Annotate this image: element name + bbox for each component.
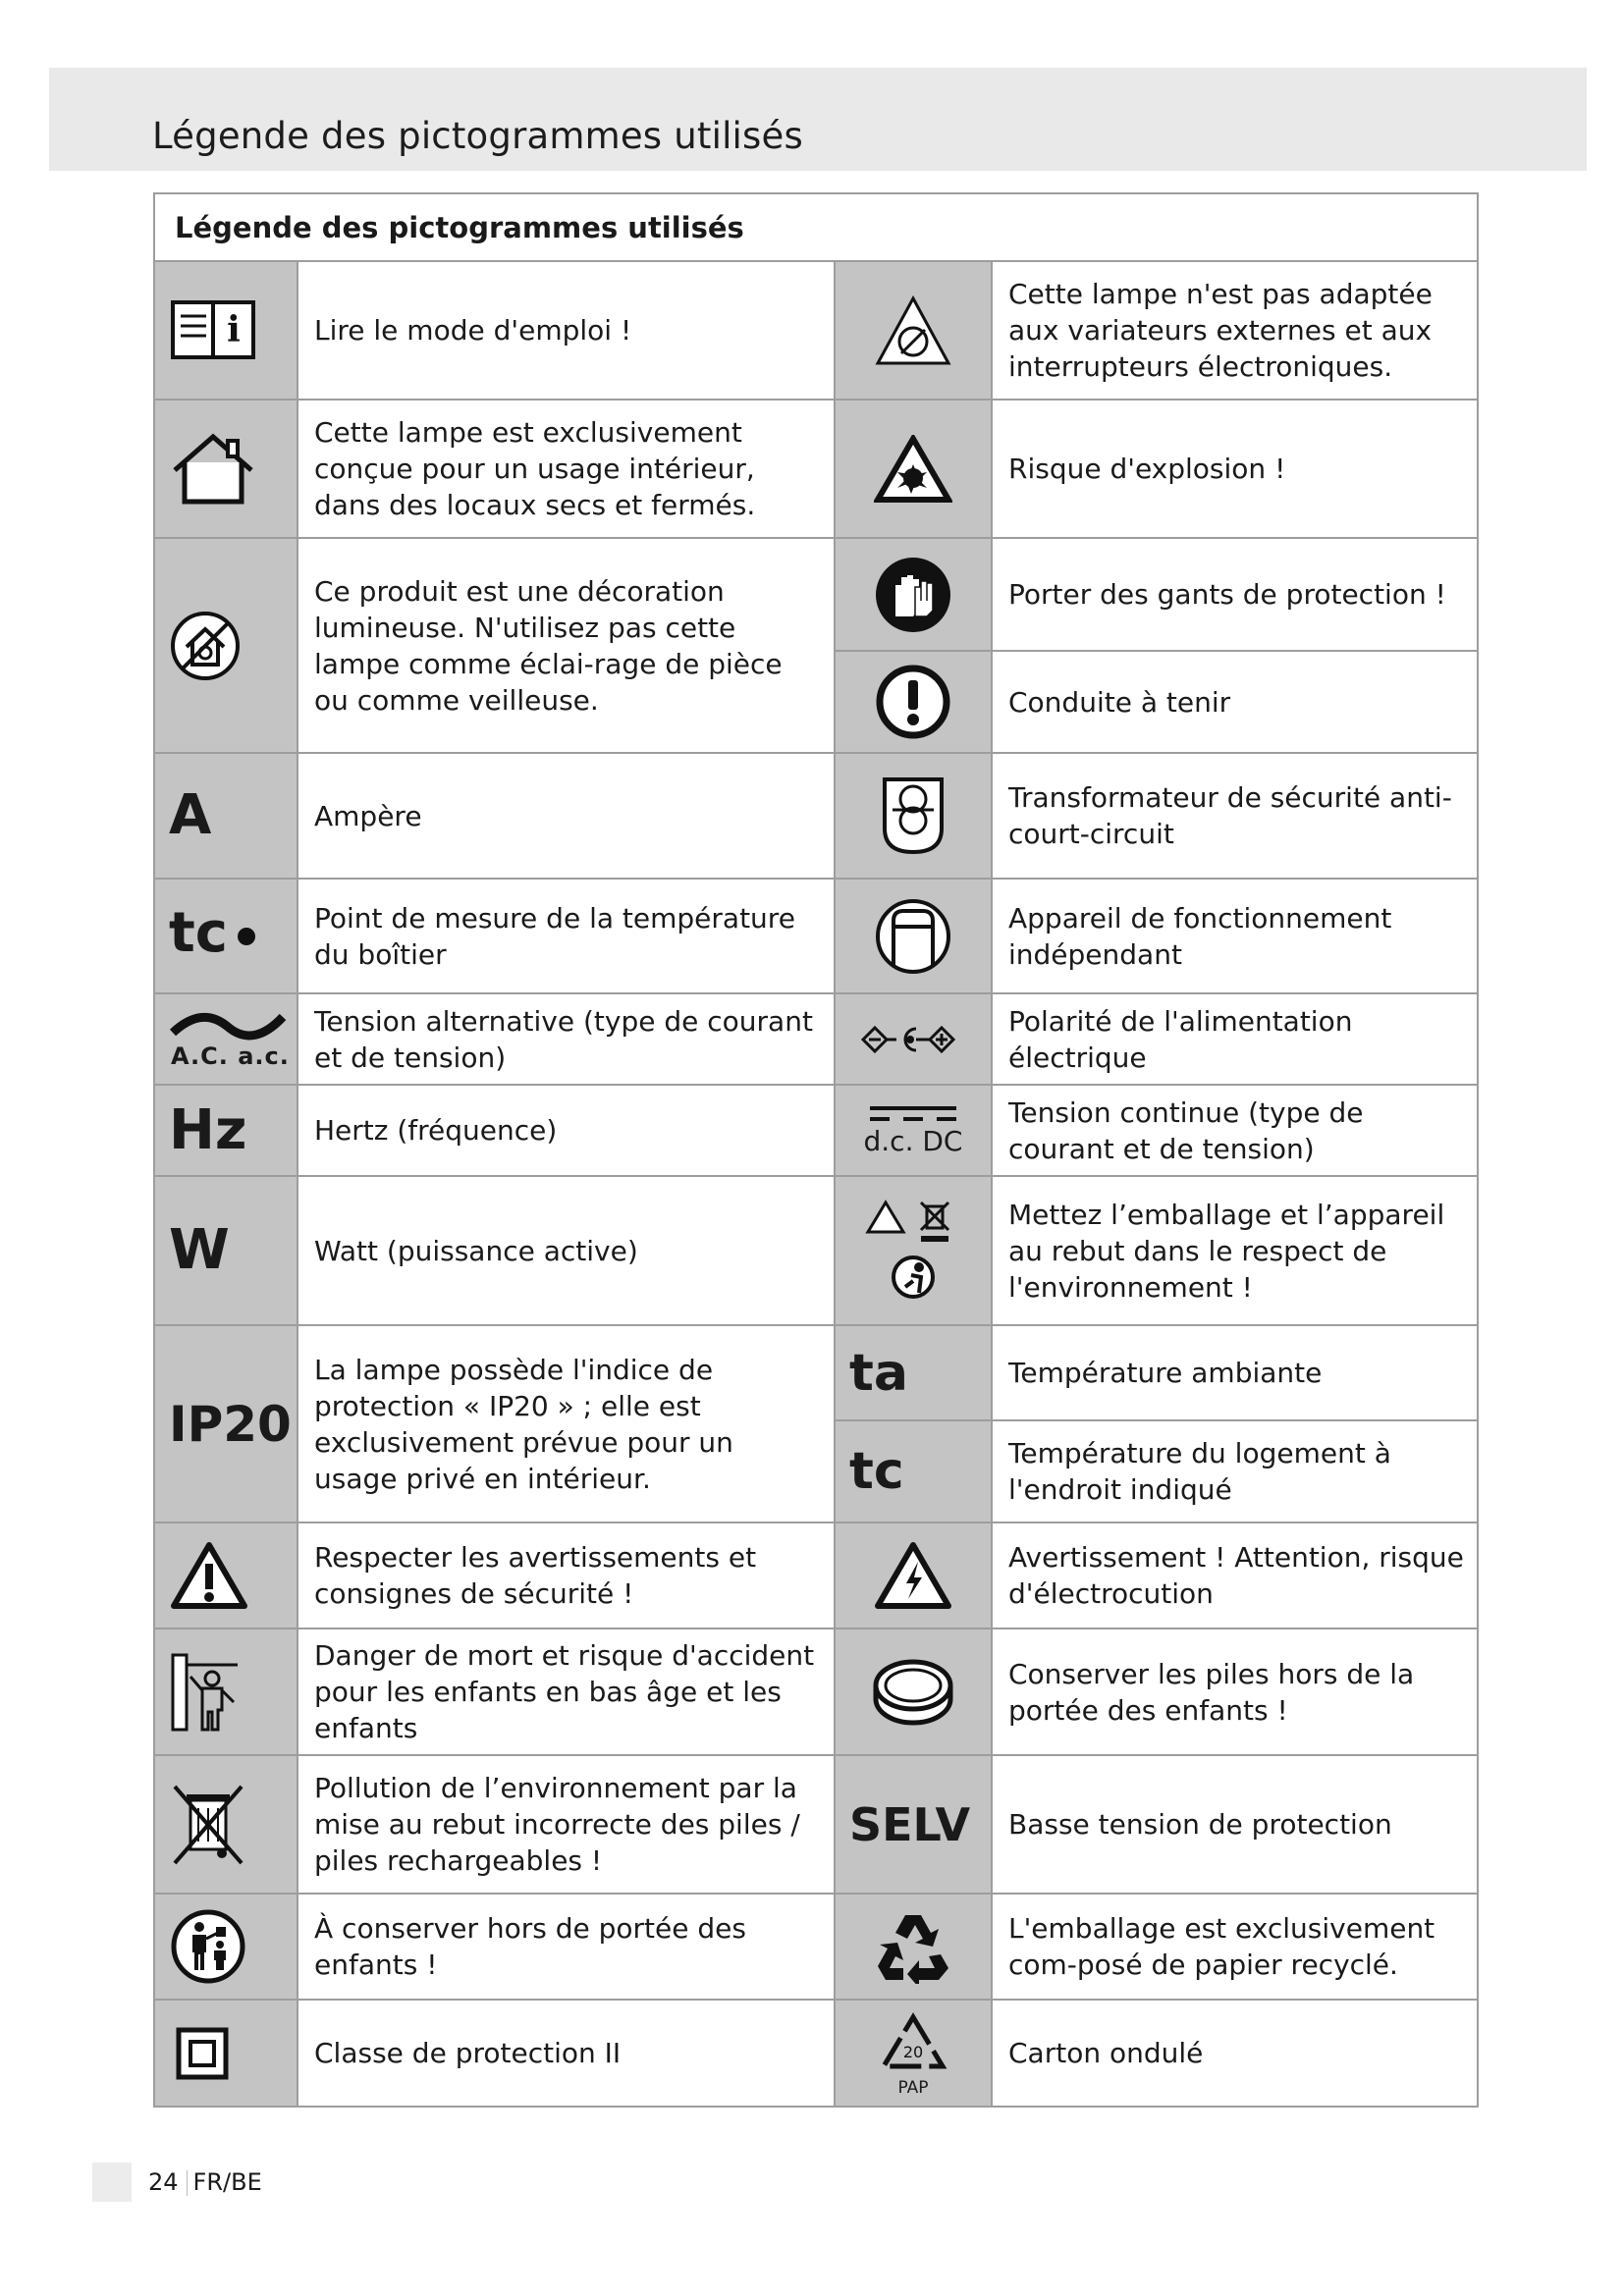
hertz-symbol bbox=[154, 1085, 298, 1176]
ip20-symbol-text: IP20 bbox=[169, 1395, 292, 1453]
ac-wave-icon bbox=[169, 1009, 287, 1042]
legend-no-dimmer: Cette lampe n'est pas adaptée aux variateurs externes et aux interrupteurs électroniques. bbox=[992, 261, 1478, 400]
selv-symbol-text: SELV bbox=[849, 1797, 971, 1851]
legend-read-manual: Lire le mode d'emploi ! bbox=[298, 261, 835, 400]
legend-keep-away: À conserver hors de portée des enfants ! bbox=[298, 1894, 835, 2000]
independent-device-icon bbox=[835, 879, 992, 993]
warning-triangle-icon bbox=[154, 1522, 298, 1629]
ampere-symbol-text: A bbox=[169, 783, 212, 847]
legend-housing-temp: Température du logement à l'endroit indiqué bbox=[992, 1420, 1478, 1522]
child-danger-icon bbox=[154, 1629, 298, 1755]
svg-text:i: i bbox=[227, 308, 241, 350]
keep-away-children-icon bbox=[154, 1894, 298, 2000]
header-band bbox=[49, 68, 1587, 171]
direct-current-symbol bbox=[835, 1085, 992, 1176]
selv-symbol bbox=[835, 1755, 992, 1894]
pap-label-text: PAP bbox=[897, 2077, 929, 2098]
legend-electrocution: Avertissement ! Attention, risque d'électrocution bbox=[992, 1522, 1478, 1629]
page-locale: FR/BE bbox=[192, 2168, 262, 2196]
polarity-icon bbox=[835, 993, 992, 1085]
no-dimmer-icon bbox=[835, 261, 992, 400]
protection-class-2-icon bbox=[154, 2000, 298, 2107]
legend-class-2: Classe de protection II bbox=[298, 2000, 835, 2107]
environment-disposal-icon bbox=[835, 1176, 992, 1325]
legend-battery-keep: Conserver les piles hors de la portée des enfants ! bbox=[992, 1629, 1478, 1755]
legend-ac: Tension alternative (type de courant et de tension) bbox=[298, 993, 835, 1085]
legend-explosion: Risque d'explosion ! bbox=[992, 400, 1478, 538]
electrocution-warning-icon bbox=[835, 1522, 992, 1629]
recycling-icon bbox=[835, 1894, 992, 2000]
ambient-temp-symbol bbox=[835, 1325, 992, 1420]
safety-transformer-icon bbox=[835, 753, 992, 879]
tc-point-symbol-text: tc bbox=[169, 900, 228, 965]
legend-independent: Appareil de fonctionnement indépendant bbox=[992, 879, 1478, 993]
explosion-warning-icon bbox=[835, 400, 992, 538]
footer bbox=[148, 2168, 262, 2196]
housing-temp-symbol bbox=[835, 1420, 992, 1522]
read-manual-icon bbox=[154, 261, 298, 400]
tc-point-symbol bbox=[154, 879, 298, 993]
dc-lines-icon bbox=[864, 1103, 962, 1125]
legend-corrugated: Carton ondulé bbox=[992, 2000, 1478, 2107]
legend-warnings: Respecter les avertissements et consignes de sécurité ! bbox=[298, 1522, 835, 1629]
gloves-icon bbox=[835, 538, 992, 651]
legend-tc-point: Point de mesure de la température du boîtier bbox=[298, 879, 835, 993]
ampere-symbol bbox=[154, 753, 298, 879]
decoration-light-icon bbox=[154, 538, 298, 753]
legend-dc: Tension continue (type de courant et de tension) bbox=[992, 1085, 1478, 1176]
legend-ampere: Ampère bbox=[298, 753, 835, 879]
legend-children-danger: Danger de mort et risque d'accident pour les enfants en bas âge et les enfants bbox=[298, 1629, 835, 1755]
legend-decoration: Ce produit est une décoration lumineuse. N'utilisez pas cette lampe comme éclai-rage de pièce ou comme veilleuse. bbox=[298, 538, 835, 753]
table-title: Légende des pictogrammes utilisés bbox=[154, 193, 1478, 261]
legend-recycled: L'emballage est exclusivement com-posé de papier recyclé. bbox=[992, 1894, 1478, 2000]
page-heading: Légende des pictogrammes utilisés bbox=[152, 115, 803, 157]
watt-symbol-text: W bbox=[169, 1218, 230, 1282]
legend-hertz: Hertz (fréquence) bbox=[298, 1085, 835, 1176]
legend-indoor-use: Cette lampe est exclusivement conçue pour un usage intérieur, dans des locaux secs et fermés. bbox=[298, 400, 835, 538]
house-icon bbox=[154, 400, 298, 538]
watt-symbol bbox=[154, 1176, 298, 1325]
battery-disposal-icon bbox=[154, 1755, 298, 1894]
legend-battery-pollution: Pollution de l’environnement par la mise au rebut incorrecte des piles / piles rechargeables ! bbox=[298, 1755, 835, 1894]
ip20-symbol bbox=[154, 1325, 298, 1522]
footer-marker bbox=[92, 2163, 132, 2202]
button-battery-icon bbox=[835, 1629, 992, 1755]
page-number: 24 bbox=[148, 2168, 179, 2196]
legend-conduct: Conduite à tenir bbox=[992, 651, 1478, 753]
tc-symbol-text: tc bbox=[849, 1442, 904, 1501]
legend-polarity: Polarité de l'alimentation électrique bbox=[992, 993, 1478, 1085]
tc-point-dot-icon bbox=[233, 927, 258, 966]
ta-symbol-text: ta bbox=[849, 1343, 908, 1403]
alternating-current-symbol bbox=[154, 993, 298, 1085]
hertz-symbol-text: Hz bbox=[169, 1097, 247, 1162]
exclamation-icon bbox=[835, 651, 992, 753]
legend-dispose: Mettez l’emballage et l’appareil au rebut dans le respect de l'environnement ! bbox=[992, 1176, 1478, 1325]
dc-symbol-text: d.c. DC bbox=[863, 1125, 963, 1157]
legend-ip20: La lampe possède l'indice de protection « IP20 » ; elle est exclusivement prévue pour un usage privé en intérieur. bbox=[298, 1325, 835, 1522]
pap-recycle-icon bbox=[835, 2000, 992, 2107]
pap-number-text: 20 bbox=[902, 2042, 924, 2061]
legend-transformer: Transformateur de sécurité anti-court-circuit bbox=[992, 753, 1478, 879]
legend-selv: Basse tension de protection bbox=[992, 1755, 1478, 1894]
legend-ambient-temp: Température ambiante bbox=[992, 1325, 1478, 1420]
ac-symbol-text: A.C. a.c. bbox=[171, 1041, 290, 1070]
legend-watt: Watt (puissance active) bbox=[298, 1176, 835, 1325]
legend-gloves: Porter des gants de protection ! bbox=[992, 538, 1478, 651]
pictogram-legend-table bbox=[153, 192, 1479, 2108]
